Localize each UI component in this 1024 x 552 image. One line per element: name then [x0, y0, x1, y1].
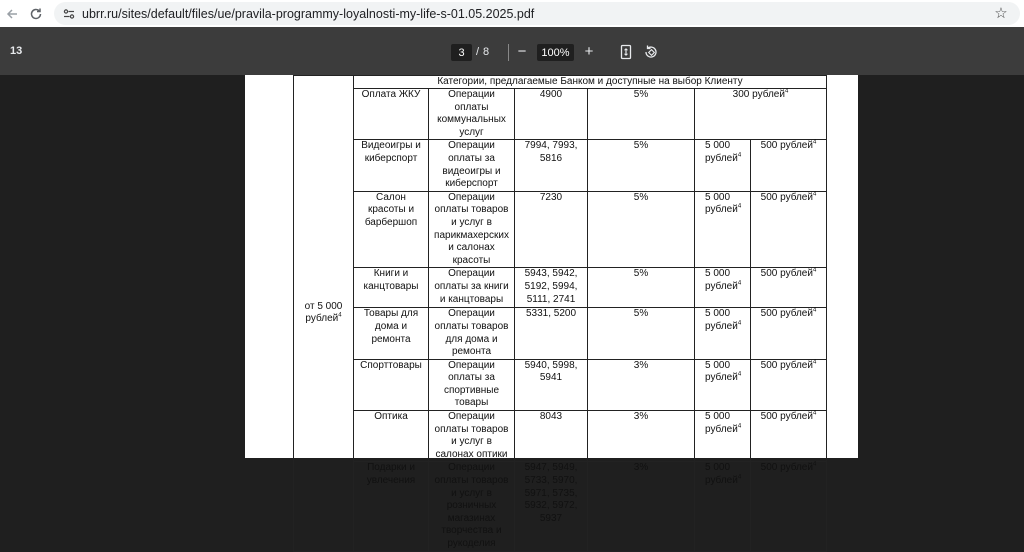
table-row: [294, 140, 827, 191]
mcc-cell: 7230: [515, 191, 588, 268]
category-cell: Книги и канцтовары: [354, 268, 429, 308]
threshold-value-cell: 5 000 рублей$^4$: [695, 308, 751, 359]
category-cell: Оптика: [354, 411, 429, 462]
category-cell: Товары для дома и ремонта: [354, 308, 429, 359]
operations-cell: Операции оплаты товаров для дома и ремонта: [429, 308, 515, 359]
percent-cell: 3%: [588, 462, 695, 551]
category-cell: Салон красоты и барбершоп: [354, 191, 429, 268]
percent-cell: 5%: [588, 89, 695, 140]
pdf-page: [245, 75, 858, 549]
limit-cell: 300 рублей$^4$: [695, 89, 827, 140]
reload-icon[interactable]: [24, 2, 48, 26]
category-cell: Оплата ЖКУ: [354, 89, 429, 140]
mcc-cell: 8043: [515, 411, 588, 462]
operations-cell: Операции оплаты товаров и услуг в парикмахерских и салонах красоты: [429, 191, 515, 268]
url-field[interactable]: [54, 2, 1020, 25]
threshold-value-cell: 5 000 рублей$^4$: [695, 359, 751, 410]
threshold-value-cell: 5 000 рублей$^4$: [695, 462, 751, 551]
threshold-cell: от 5 000 рублей$^4$: [294, 76, 354, 552]
limit-cell: 500 рублей$^4$: [751, 268, 827, 308]
threshold-value-cell: 5 000 рублей$^4$: [695, 191, 751, 268]
threshold-value-cell: 5 000 рублей$^4$: [695, 268, 751, 308]
page-number-input[interactable]: 3: [451, 44, 472, 61]
percent-cell: 3%: [588, 411, 695, 462]
percent-cell: 5%: [588, 308, 695, 359]
table-row: [294, 359, 827, 410]
operations-cell: Операции оплаты за книги и канцтовары: [429, 268, 515, 308]
page-separator: /: [476, 46, 480, 58]
threshold-label: от 5 000 рублей: [304, 300, 343, 325]
pdf-viewer[interactable]: [0, 75, 1024, 549]
percent-cell: 5%: [588, 268, 695, 308]
table-row: [294, 411, 827, 462]
url-text[interactable]: ubrr.ru/sites/default/files/ue/pravila-programmy-loyalnosti-my-life-s-01.05.2025.pdf: [82, 6, 535, 21]
zoom-in-button[interactable]: +: [584, 42, 594, 60]
percent-cell: 5%: [588, 191, 695, 268]
operations-cell: Операции оплаты товаров и услуг в салонах оптики: [429, 411, 515, 462]
bookmark-star-icon[interactable]: ☆: [994, 5, 1008, 22]
zoom-level-input[interactable]: 100%: [537, 44, 574, 61]
pdf-toolbar: [0, 27, 1024, 75]
limit-cell: 500 рублей$^4$: [751, 411, 827, 462]
limit-cell: 500 рублей$^4$: [751, 308, 827, 359]
table-row: [294, 191, 827, 268]
category-cell: Спорттовары: [354, 359, 429, 410]
category-cell: Видеоигры и киберспорт: [354, 140, 429, 191]
mcc-cell: 5943, 5942, 5192, 5994, 5111, 2741: [515, 268, 588, 308]
threshold-value-cell: 5 000 рублей$^4$: [695, 411, 751, 462]
limit-cell: 500 рублей$^4$: [751, 462, 827, 551]
document-title: 13: [10, 45, 23, 57]
table-row: [294, 308, 827, 359]
category-cell: Подарки и увлечения: [354, 462, 429, 551]
threshold-value-cell: 5 000 рублей$^4$: [695, 140, 751, 191]
limit-cell: 500 рублей$^4$: [751, 191, 827, 268]
limit-cell: 500 рублей$^4$: [751, 359, 827, 410]
mcc-cell: 4900: [515, 89, 588, 140]
operations-cell: Операции оплаты товаров и услуг в розничных магазинах творчества и рукоделия: [429, 462, 515, 551]
cashback-categories-table: [293, 75, 827, 552]
percent-cell: 3%: [588, 359, 695, 410]
mcc-cell: 5947, 5949, 5733, 5970, 5971, 5735, 5932, 5972, 5937: [515, 462, 588, 551]
page-total: 8: [483, 46, 490, 58]
back-arrow-icon[interactable]: [0, 2, 24, 26]
operations-cell: Операции оплаты за спортивные товары: [429, 359, 515, 410]
limit-cell: 500 рублей$^4$: [751, 140, 827, 191]
operations-cell: Операции оплаты коммунальных услуг: [429, 89, 515, 140]
mcc-cell: 5331, 5200: [515, 308, 588, 359]
site-info-icon[interactable]: [58, 3, 80, 25]
zoom-out-button[interactable]: −: [517, 42, 527, 60]
mcc-cell: 7994, 7993, 5816: [515, 140, 588, 191]
percent-cell: 5%: [588, 140, 695, 191]
operations-cell: Операции оплаты за видеоигры и киберспорт: [429, 140, 515, 191]
browser-address-bar: [0, 0, 1024, 27]
table-header: Категории, предлагаемые Банком и доступные на выбор Клиенту: [354, 76, 827, 89]
table-row: [294, 462, 827, 551]
table-header-row: [294, 76, 827, 89]
table-row: [294, 89, 827, 140]
fit-page-icon[interactable]: [618, 44, 634, 60]
table-row: [294, 268, 827, 308]
toolbar-divider: [508, 44, 509, 61]
mcc-cell: 5940, 5998, 5941: [515, 359, 588, 410]
rotate-icon[interactable]: [643, 44, 659, 60]
